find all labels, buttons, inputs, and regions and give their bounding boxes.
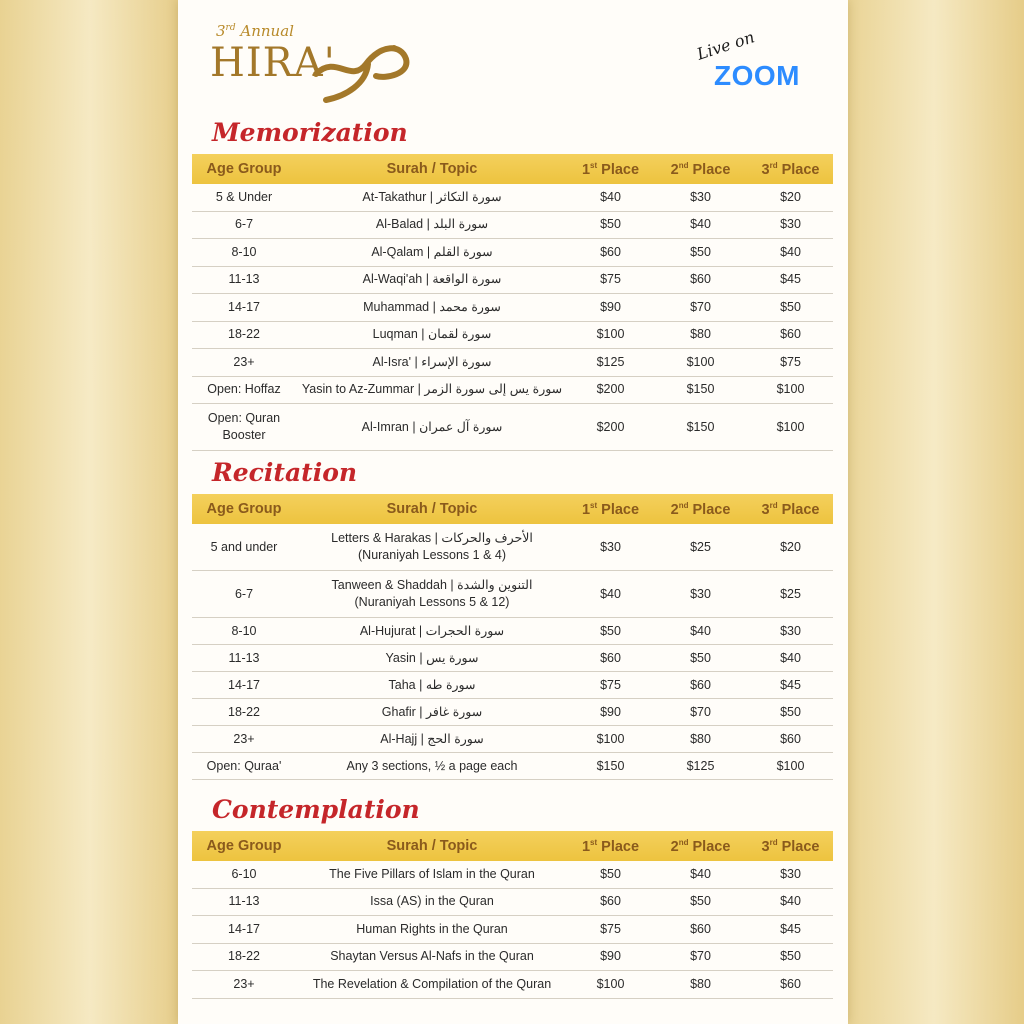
cell-age-group: 18-22: [192, 943, 296, 971]
cell-second-place: $150: [653, 404, 748, 451]
table-row: [192, 699, 833, 726]
table-row: [192, 861, 833, 888]
cell-first-place: $100: [568, 321, 653, 349]
cell-surah-topic: [296, 971, 568, 999]
cell-second-place: $70: [653, 294, 748, 322]
cell-third-place: $30: [748, 618, 833, 645]
hira-logo: [210, 22, 390, 106]
cell-third-place: $50: [748, 294, 833, 322]
zoom-logo: ZOOM: [714, 60, 800, 91]
header-age-group: Age Group: [192, 494, 296, 524]
live-on-zoom-badge: [692, 27, 822, 96]
cell-third-place: $30: [748, 211, 833, 239]
table-row: [192, 971, 833, 999]
table-row: [192, 618, 833, 645]
topic-text: Yasin | سورة يس: [385, 650, 479, 665]
cell-age-group: 18-22: [192, 321, 296, 349]
cell-third-place: $45: [748, 916, 833, 944]
topic-text: The Five Pillars of Islam in the Quran: [329, 866, 535, 881]
table-row: [192, 943, 833, 971]
prize-table-recitation: [192, 494, 833, 780]
cell-surah-topic: [296, 239, 568, 267]
cell-age-group: 14-17: [192, 672, 296, 699]
table-row: [192, 645, 833, 672]
topic-text: Shaytan Versus Al-Nafs in the Quran: [330, 949, 534, 964]
cell-second-place: $80: [653, 726, 748, 753]
cell-first-place: $60: [568, 888, 653, 916]
cell-second-place: $40: [653, 211, 748, 239]
cell-age-group: Open: Quran Booster: [192, 404, 296, 451]
topic-subtext: (Nuraniyah Lessons 1 & 4): [358, 548, 506, 562]
table-row: [192, 672, 833, 699]
header-surah-topic: Surah / Topic: [296, 494, 568, 524]
table-header-row: [192, 154, 833, 184]
cell-third-place: $20: [748, 524, 833, 571]
cell-age-group: 11-13: [192, 888, 296, 916]
header-third-place: 3rd Place: [748, 831, 833, 861]
cell-surah-topic: [296, 524, 568, 571]
logo-annual-label: 3rd Annual: [216, 22, 294, 40]
cell-age-group: 23+: [192, 726, 296, 753]
topic-text: Letters & Harakas | الأحرف والحركات: [331, 531, 533, 545]
cell-age-group: 23+: [192, 971, 296, 999]
cell-third-place: $40: [748, 645, 833, 672]
cell-age-group: 11-13: [192, 266, 296, 294]
topic-text: At-Takathur | سورة التكاثر: [362, 189, 502, 204]
cell-third-place: $25: [748, 571, 833, 618]
cell-first-place: $90: [568, 699, 653, 726]
cell-surah-topic: [296, 645, 568, 672]
table-row: [192, 726, 833, 753]
cell-first-place: $100: [568, 726, 653, 753]
cell-first-place: $100: [568, 971, 653, 999]
cell-first-place: $40: [568, 184, 653, 211]
topic-text: Al-Hajj | سورة الحج: [380, 731, 484, 746]
cell-surah-topic: [296, 861, 568, 888]
cell-second-place: $150: [653, 376, 748, 404]
prize-flyer-card: [178, 0, 848, 1024]
cell-second-place: $25: [653, 524, 748, 571]
cell-second-place: $40: [653, 618, 748, 645]
cell-age-group: 6-10: [192, 861, 296, 888]
cell-age-group: 14-17: [192, 294, 296, 322]
header-third-place: 3rd Place: [748, 154, 833, 184]
cell-surah-topic: [296, 699, 568, 726]
topic-text: Ghafir | سورة غافر: [381, 704, 483, 719]
cell-surah-topic: [296, 618, 568, 645]
cell-second-place: $30: [653, 571, 748, 618]
header-first-place: 1st Place: [568, 494, 653, 524]
cell-surah-topic: [296, 571, 568, 618]
cell-surah-topic: [296, 726, 568, 753]
cell-surah-topic: [296, 943, 568, 971]
cell-surah-topic: [296, 888, 568, 916]
cell-first-place: $75: [568, 266, 653, 294]
cell-age-group: Open: Hoffaz: [192, 376, 296, 404]
arabic-calligraphy-icon: [306, 34, 416, 104]
cell-third-place: $100: [748, 376, 833, 404]
cell-first-place: $60: [568, 645, 653, 672]
table-row: [192, 571, 833, 618]
cell-third-place: $40: [748, 888, 833, 916]
cell-age-group: 5 and under: [192, 524, 296, 571]
cell-surah-topic: [296, 266, 568, 294]
table-row: [192, 349, 833, 377]
cell-surah-topic: [296, 294, 568, 322]
cell-age-group: 23+: [192, 349, 296, 377]
cell-age-group: Open: Quraa': [192, 753, 296, 780]
header-second-place: 2nd Place: [653, 154, 748, 184]
cell-third-place: $75: [748, 349, 833, 377]
table-row: [192, 376, 833, 404]
cell-third-place: $60: [748, 321, 833, 349]
cell-third-place: $60: [748, 971, 833, 999]
cell-second-place: $60: [653, 916, 748, 944]
cell-first-place: $90: [568, 294, 653, 322]
table-row: [192, 184, 833, 211]
header-second-place: 2nd Place: [653, 494, 748, 524]
cell-surah-topic: [296, 211, 568, 239]
section-title-contemplation: Contemplation: [212, 795, 420, 824]
topic-text: The Revelation & Compilation of the Quran: [312, 976, 552, 991]
table-row: [192, 888, 833, 916]
header-first-place: 1st Place: [568, 154, 653, 184]
cell-age-group: 8-10: [192, 239, 296, 267]
prize-table-contemplation: [192, 831, 833, 999]
cell-first-place: $50: [568, 618, 653, 645]
cell-first-place: $125: [568, 349, 653, 377]
cell-second-place: $100: [653, 349, 748, 377]
cell-first-place: $50: [568, 861, 653, 888]
cell-age-group: 5 & Under: [192, 184, 296, 211]
topic-text: Al-Qalam | سورة القلم: [371, 244, 493, 259]
topic-subtext: (Nuraniyah Lessons 5 & 12): [354, 595, 510, 609]
background-right-panel: [844, 0, 1024, 1024]
topic-text: Taha | سورة طه: [388, 677, 476, 692]
cell-age-group: 6-7: [192, 211, 296, 239]
table-row: [192, 524, 833, 571]
cell-age-group: 18-22: [192, 699, 296, 726]
table-row: [192, 321, 833, 349]
cell-surah-topic: [296, 404, 568, 451]
cell-age-group: 6-7: [192, 571, 296, 618]
cell-third-place: $100: [748, 753, 833, 780]
cell-third-place: $45: [748, 266, 833, 294]
cell-first-place: $50: [568, 211, 653, 239]
cell-surah-topic: [296, 672, 568, 699]
header-age-group: Age Group: [192, 154, 296, 184]
table-row: [192, 753, 833, 780]
header-second-place: 2nd Place: [653, 831, 748, 861]
header-age-group: Age Group: [192, 831, 296, 861]
topic-text: Issa (AS) in the Quran: [370, 894, 494, 909]
cell-second-place: $80: [653, 971, 748, 999]
header-surah-topic: Surah / Topic: [296, 154, 568, 184]
cell-second-place: $40: [653, 861, 748, 888]
cell-first-place: $30: [568, 524, 653, 571]
topic-text: Al-Hujurat | سورة الحجرات: [359, 623, 505, 638]
table-row: [192, 916, 833, 944]
cell-second-place: $60: [653, 672, 748, 699]
topic-text: Muhammad | سورة محمد: [363, 299, 501, 314]
table-row: [192, 266, 833, 294]
cell-age-group: 14-17: [192, 916, 296, 944]
cell-surah-topic: [296, 753, 568, 780]
cell-second-place: $50: [653, 239, 748, 267]
cell-third-place: $50: [748, 943, 833, 971]
topic-text: Human Rights in the Quran: [356, 921, 508, 936]
cell-second-place: $60: [653, 266, 748, 294]
cell-third-place: $60: [748, 726, 833, 753]
cell-surah-topic: [296, 916, 568, 944]
header-first-place: 1st Place: [568, 831, 653, 861]
live-on-label: Live on: [694, 27, 757, 64]
prize-table-memorization: [192, 154, 833, 451]
cell-surah-topic: [296, 184, 568, 211]
table-row: [192, 294, 833, 322]
header-third-place: 3rd Place: [748, 494, 833, 524]
cell-first-place: $90: [568, 943, 653, 971]
cell-second-place: $50: [653, 645, 748, 672]
cell-second-place: $70: [653, 943, 748, 971]
cell-third-place: $20: [748, 184, 833, 211]
table-header-row: [192, 494, 833, 524]
topic-text: Al-Imran | سورة آل عمران: [361, 419, 503, 434]
table-row: [192, 404, 833, 451]
topic-text: Yasin to Az-Zummar | سورة يس إلى سورة الزمر: [301, 382, 563, 397]
table-row: [192, 211, 833, 239]
logo-title: HIRA': [210, 40, 336, 86]
background-left-panel: [0, 0, 180, 1024]
cell-third-place: $50: [748, 699, 833, 726]
cell-second-place: $125: [653, 753, 748, 780]
cell-age-group: 11-13: [192, 645, 296, 672]
cell-second-place: $80: [653, 321, 748, 349]
cell-first-place: $150: [568, 753, 653, 780]
cell-surah-topic: [296, 376, 568, 404]
cell-first-place: $200: [568, 376, 653, 404]
header-surah-topic: Surah / Topic: [296, 831, 568, 861]
table-row: [192, 239, 833, 267]
cell-first-place: $40: [568, 571, 653, 618]
topic-text: Al-Balad | سورة البلد: [375, 217, 489, 232]
cell-surah-topic: [296, 349, 568, 377]
cell-age-group: 8-10: [192, 618, 296, 645]
topic-text: Tanween & Shaddah | التنوين والشدة: [331, 578, 533, 592]
cell-first-place: $60: [568, 239, 653, 267]
cell-second-place: $30: [653, 184, 748, 211]
cell-third-place: $100: [748, 404, 833, 451]
cell-first-place: $75: [568, 672, 653, 699]
cell-third-place: $30: [748, 861, 833, 888]
cell-first-place: $75: [568, 916, 653, 944]
topic-text: Luqman | سورة لقمان: [372, 327, 492, 342]
topic-text: Al-Waqi'ah | سورة الواقعة: [362, 272, 502, 287]
topic-text: Any 3 sections, ½ a page each: [346, 758, 518, 773]
section-title-memorization: Memorization: [212, 118, 408, 147]
section-title-recitation: Recitation: [212, 458, 358, 487]
cell-third-place: $40: [748, 239, 833, 267]
cell-third-place: $45: [748, 672, 833, 699]
topic-text: Al-Isra' | سورة الإسراء: [372, 354, 492, 369]
cell-surah-topic: [296, 321, 568, 349]
cell-second-place: $50: [653, 888, 748, 916]
cell-first-place: $200: [568, 404, 653, 451]
cell-second-place: $70: [653, 699, 748, 726]
table-header-row: [192, 831, 833, 861]
